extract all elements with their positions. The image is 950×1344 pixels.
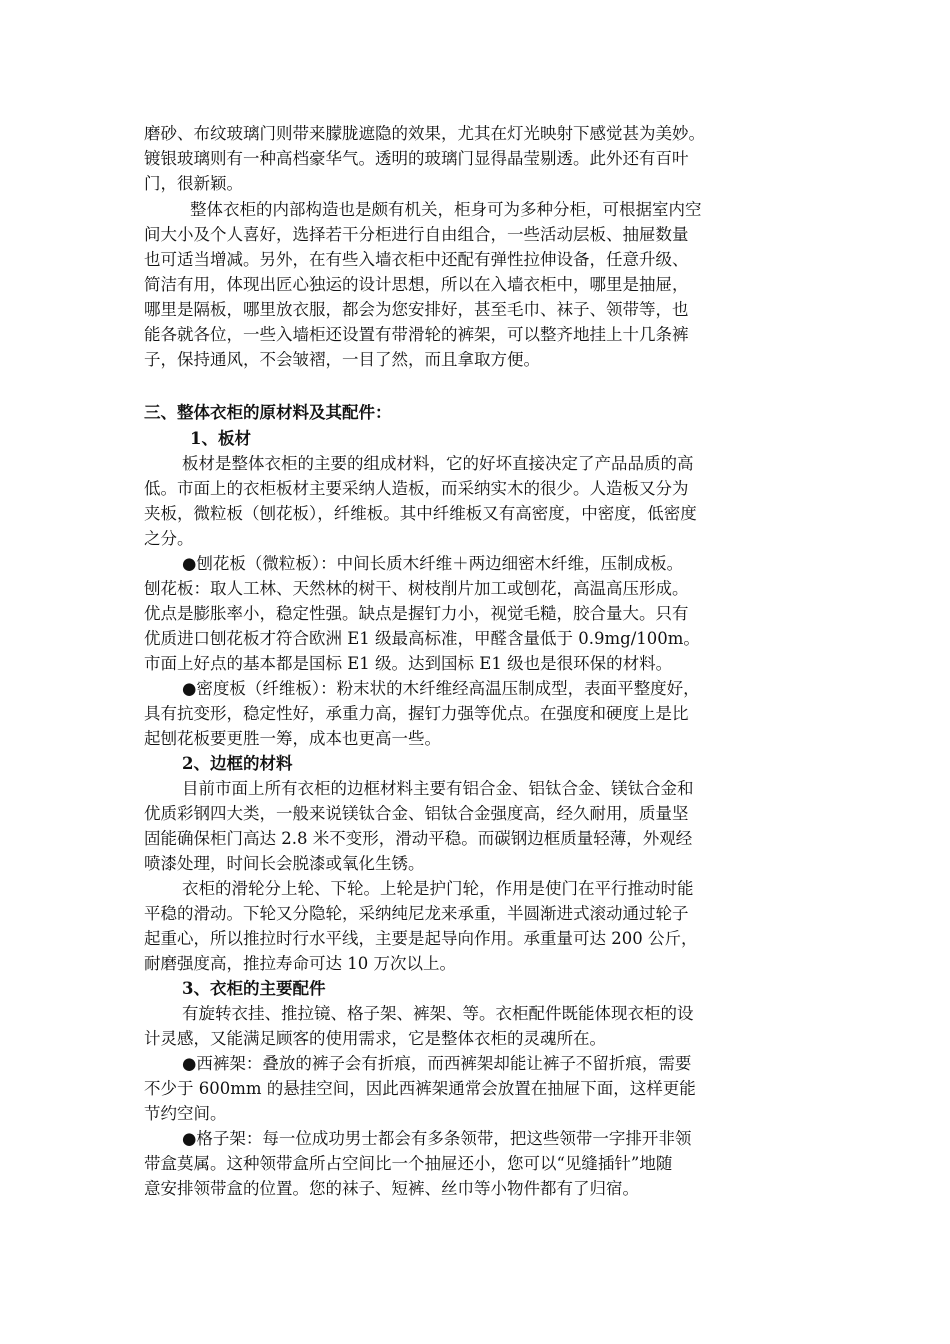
text-line: 具有抗变形，稳定性好，承重力高，握钉力强等优点。在强度和硬度上是比 — [144, 704, 689, 723]
subsection-heading: 1、板材 — [190, 429, 251, 448]
text-line: ●密度板（纤维板）：粉末状的木纤维经高温压制成型，表面平整度好， — [182, 679, 700, 698]
text-line: 门，很新颖。 — [144, 174, 243, 193]
text-line: 带盒莫属。这种领带盒所占空间比一个抽屉还小，您可以“见缝插针”地随 — [144, 1154, 673, 1173]
text-line: 刨花板：取人工林、天然林的树干、树枝削片加工或刨花，高温高压形成。 — [144, 579, 689, 598]
subsection-heading: 2、边框的材料 — [182, 754, 293, 773]
section-heading: 三、整体衣柜的原材料及其配件： — [144, 403, 392, 422]
text-line: 优质彩钢四大类，一般来说镁钛合金、铝钛合金强度高，经久耐用，质量坚 — [144, 804, 689, 823]
text-line: 间大小及个人喜好，选择若干分柜进行自由组合，一些活动层板、抽屉数量 — [144, 225, 689, 244]
text-line: ●刨花板（微粒板）：中间长质木纤维＋两边细密木纤维，压制成板。 — [182, 554, 684, 573]
text-line: 喷漆处理，时间长会脱漆或氧化生锈。 — [144, 854, 425, 873]
text-line: 市面上好点的基本都是国标 E1 级。达到国标 E1 级也是很环保的材料。 — [144, 654, 673, 673]
subsection-heading: 3、衣柜的主要配件 — [182, 979, 326, 998]
text-line: 磨砂、布纹玻璃门则带来朦胧遮隐的效果，尤其在灯光映射下感觉甚为美妙。 — [144, 124, 705, 143]
text-line: 起刨花板要更胜一筹，成本也更高一些。 — [144, 729, 441, 748]
text-line: 哪里是隔板，哪里放衣服，都会为您安排好，甚至毛巾、袜子、领带等，也 — [144, 300, 689, 319]
text-line: 有旋转衣挂、推拉镜、格子架、裤架、等。衣柜配件既能体现衣柜的设 — [182, 1004, 694, 1023]
text-line: 起重心，所以推拉时行水平线，主要是起导向作用。承重量可达 200 公斤， — [144, 929, 698, 948]
text-line: 夹板，微粒板（刨花板），纤维板。其中纤维板又有高密度，中密度，低密度 — [144, 504, 697, 523]
text-line: 优点是膨胀率小，稳定性强。缺点是握钉力小，视觉毛糙，胶合量大。只有 — [144, 604, 689, 623]
text-line: 之分。 — [144, 529, 194, 548]
text-line: 板材是整体衣柜的主要的组成材料，它的好坏直接决定了产品品质的高 — [182, 454, 694, 473]
text-line: 不少于 600mm 的悬挂空间，因此西裤架通常会放置在抽屉下面，这样更能 — [144, 1079, 696, 1098]
text-line: 子，保持通风，不会皱褶，一目了然，而且拿取方便。 — [144, 350, 540, 369]
text-line: 目前市面上所有衣柜的边框材料主要有铝合金、铝钛合金、镁钛合金和 — [182, 779, 694, 798]
text-line: 平稳的滑动。下轮又分隐轮，采纳纯尼龙来承重，半圆渐进式滚动通过轮子 — [144, 904, 689, 923]
text-line: ●格子架：每一位成功男士都会有多条领带，把这些领带一字排开非领 — [182, 1129, 692, 1148]
text-line: 简洁有用，体现出匠心独运的设计思想，所以在入墙衣柜中，哪里是抽屉， — [144, 275, 689, 294]
text-line: 低。市面上的衣柜板材主要采纳人造板，而采纳实木的很少。人造板又分为 — [144, 479, 689, 498]
text-line: 节约空间。 — [144, 1104, 227, 1123]
text-line: 整体衣柜的内部构造也是颇有机关，柜身可为多种分柜，可根据室内空 — [190, 200, 702, 219]
text-line: 衣柜的滑轮分上轮、下轮。上轮是护门轮，作用是使门在平行推动时能 — [182, 879, 694, 898]
text-line: 意安排领带盒的位置。您的袜子、短裤、丝巾等小物件都有了归宿。 — [144, 1179, 639, 1198]
text-line: 也可适当增减。另外，在有些入墙衣柜中还配有弹性拉伸设备，任意升级、 — [144, 250, 689, 269]
text-line: 计灵感，又能满足顾客的使用需求，它是整体衣柜的灵魂所在。 — [144, 1029, 606, 1048]
text-line: 能各就各位，一些入墙柜还设置有带滑轮的裤架，可以整齐地挂上十几条裤 — [144, 325, 689, 344]
text-line: 优质进口刨花板才符合欧洲 E1 级最高标准，甲醛含量低于 0.9mg/100m。 — [144, 629, 700, 648]
text-line: 固能确保柜门高达 2.8 米不变形，滑动平稳。而碳钢边框质量轻薄，外观经 — [144, 829, 693, 848]
text-line: 耐磨强度高，推拉寿命可达 10 万次以上。 — [144, 954, 456, 973]
text-line: 镀银玻璃则有一种高档豪华气。透明的玻璃门显得晶莹剔透。此外还有百叶 — [144, 149, 689, 168]
text-line: ●西裤架：叠放的裤子会有折痕，而西裤架却能让裤子不留折痕，需要 — [182, 1054, 692, 1073]
